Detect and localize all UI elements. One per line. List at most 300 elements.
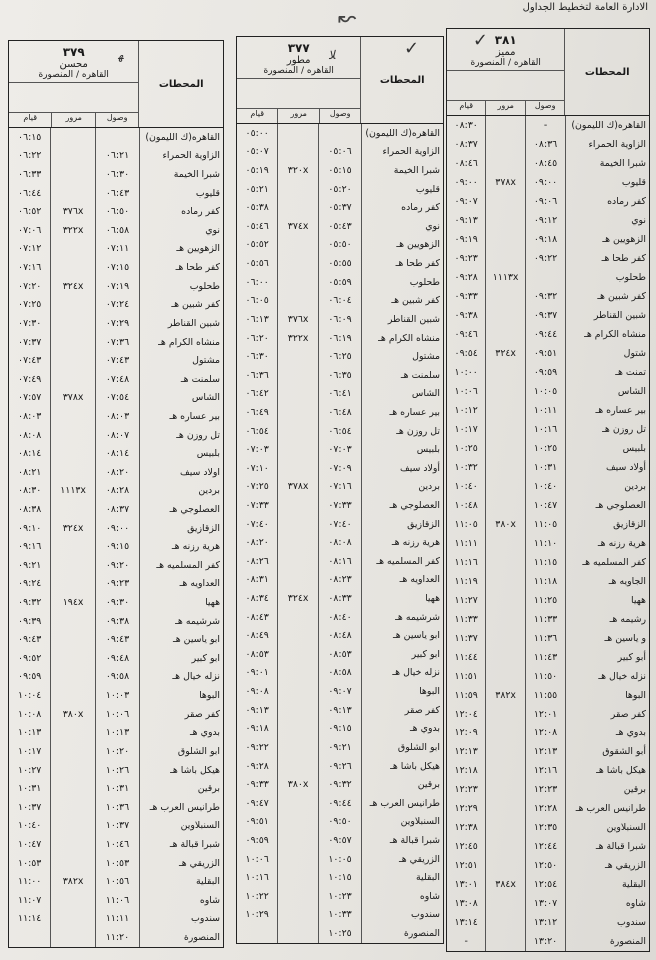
arrive-time: ١٢:٤٤ — [533, 841, 558, 853]
arrive-time: ٠٩:٣٢ — [533, 290, 558, 302]
pass-time — [278, 254, 317, 273]
depart-time: ١٠:٠٠ — [454, 366, 478, 378]
pass-time — [51, 854, 94, 873]
pass-time — [278, 794, 317, 813]
pass-time: ٣٧٦x — [62, 206, 84, 218]
arrive-time: ١٠:٠٣ — [105, 690, 130, 702]
pass-time — [51, 444, 94, 463]
arrive-time: ١٠:٤٦ — [105, 838, 130, 850]
station-name: رشيمه هـ — [609, 613, 646, 625]
depart-time: ٠٩:٠٠ — [454, 176, 478, 188]
arrive-time: ٠٨:٠٣ — [105, 410, 130, 422]
pass-time: ٣٨٤x — [495, 879, 516, 891]
station-name: ابو ياسين هـ — [393, 630, 441, 642]
depart-time: ١٠:٠٨ — [18, 708, 42, 720]
arrive-time: ١٠:١٣ — [105, 727, 130, 739]
depart-time: ١٢:٢٣ — [454, 784, 478, 796]
pass-header: مرور — [51, 113, 94, 127]
depart-time: ١٠:٢٥ — [454, 442, 478, 454]
arrive-header: وصول — [95, 113, 138, 127]
depart-time: ٠٥:٥٦ — [245, 258, 269, 270]
depart-time: ٠٧:١٦ — [18, 262, 42, 274]
station-name: طحلوب — [615, 271, 646, 283]
pass-time — [278, 236, 317, 255]
pass-time — [486, 837, 524, 856]
depart-time: ٠٥:٠٠ — [245, 127, 269, 139]
arrive-time: ١٠:٣١ — [533, 461, 558, 473]
arrive-time: ٠٧:٢٤ — [105, 299, 130, 311]
pass-time — [278, 868, 317, 887]
arrive-time: ٠٨:٢٣ — [328, 574, 352, 586]
depart-time: ٠٩:٤٧ — [245, 797, 269, 809]
pass-time — [278, 682, 317, 701]
station-name: كفر صقر — [610, 708, 646, 720]
depart-time: ٠٦:٥٤ — [245, 425, 269, 437]
station-name: الزقازيق — [187, 522, 221, 534]
depart-time: ١٢:٠٤ — [454, 708, 478, 720]
arrive-time: ٠٦:٥٠ — [105, 206, 130, 218]
depart-time: ١١:١٦ — [454, 556, 478, 568]
document-header: الادارة العامة لتخطيط الجداول — [522, 2, 648, 13]
arrive-time: ١١:١٥ — [533, 556, 558, 568]
train-number: ٣٧٧ — [287, 41, 310, 55]
pass-time — [51, 835, 94, 854]
station-name: مشتول — [192, 355, 221, 367]
arrive-time: ١٠:٣٦ — [105, 801, 130, 813]
stations-header-cell — [360, 37, 443, 123]
station-name: كفر صقر — [404, 704, 441, 716]
arrive-time: ١١:١٨ — [533, 575, 558, 587]
arrive-time: ٠٩:٥٧ — [328, 834, 352, 846]
pass-column — [485, 116, 524, 951]
station-name: ابو كبير — [191, 652, 221, 664]
depart-time: ٠٧:٣٣ — [245, 499, 269, 511]
depart-time: ٠٨:٣٨ — [18, 503, 42, 515]
depart-time: ٠٧:٢٠ — [18, 280, 42, 292]
depart-time: ٠٧:٥٧ — [18, 392, 42, 404]
depart-time: ٠٨:٤٩ — [245, 630, 269, 642]
train-type: مطور — [286, 55, 311, 66]
station-name: بدوي هـ — [615, 727, 646, 739]
pass-time: ٣٧٨x — [495, 176, 516, 188]
pass-time — [278, 720, 317, 739]
depart-time: ٠٨:٢٦ — [245, 555, 269, 567]
arrive-time: ٠٩:٥٠ — [328, 816, 352, 828]
pass-time — [51, 426, 94, 445]
pass-time — [51, 630, 94, 649]
depart-time: ١٠:٢٩ — [245, 909, 269, 921]
station-name: كفر شبين هـ — [597, 290, 646, 302]
station-name: الزريقي هـ — [399, 853, 441, 865]
pass-time — [278, 906, 317, 925]
depart-time: ١١:٤٤ — [454, 651, 478, 663]
arrive-time: ١١:٢٠ — [105, 932, 130, 943]
station-name: العداويه هـ — [399, 574, 441, 586]
handwritten-mark-379: ﻬ — [118, 48, 124, 62]
depart-time: ٠٦:٠٠ — [245, 276, 269, 288]
depart-time: ٠٨:٠٣ — [18, 410, 42, 422]
pass-time — [278, 738, 317, 757]
station-name: القاهره(ك الليمون) — [145, 131, 221, 143]
depart-time: ١٠:١٧ — [454, 423, 478, 435]
stations-header: المحطات — [158, 78, 204, 90]
station-name: نزله خيال هـ — [172, 671, 221, 683]
pass-time: ٣٨٠x — [495, 518, 516, 530]
station-name: الزاوية الحمراء — [382, 146, 441, 158]
station-name: السنبلاوين — [606, 822, 646, 834]
depart-time: ٠٩:١٨ — [245, 723, 269, 735]
depart-time: ٠٨:٣٠ — [18, 485, 42, 497]
depart-time: ٠٩:٥٩ — [245, 834, 269, 846]
train-type: مميز — [495, 47, 516, 58]
station-name: هرية رزنه هـ — [171, 541, 221, 553]
depart-time: ٠٩:١٣ — [454, 214, 478, 226]
arrive-time: ٠٩:٠٠ — [533, 176, 558, 188]
pass-time — [486, 249, 524, 268]
arrive-time: ١٢:٥٠ — [533, 860, 558, 872]
depart-column — [237, 124, 277, 943]
depart-time: ١٠:٤٧ — [18, 838, 42, 850]
pass-time — [278, 198, 317, 217]
station-name: الزريقي هـ — [605, 860, 646, 872]
station-name: بدوي هـ — [189, 727, 221, 739]
depart-time: ١١:٣٣ — [454, 613, 478, 625]
arrive-time: ٠٨:٣٧ — [105, 503, 130, 515]
pass-time — [51, 724, 94, 743]
depart-time: ١٠:١٧ — [18, 745, 42, 757]
station-name: كفر رماده — [607, 195, 646, 207]
table-body — [237, 124, 443, 943]
station-name: قليوب — [195, 187, 221, 199]
station-name: سندوب — [191, 913, 221, 925]
depart-time: ٠٧:٢٥ — [18, 299, 42, 311]
depart-time: ٠٩:١٩ — [454, 233, 478, 245]
arrive-time: ٠٩:٤٤ — [533, 328, 558, 340]
station-name: هيكل باشا هـ — [390, 760, 441, 772]
arrive-time: ٠٧:٣٦ — [105, 336, 130, 348]
table-379 — [8, 40, 224, 948]
pass-time — [486, 306, 524, 325]
depart-time: ٠٨:٤٦ — [454, 157, 478, 169]
depart-time: ١٠:٤٠ — [18, 820, 42, 832]
arrive-time: ١٠:٢٣ — [328, 890, 352, 902]
arrive-time: ٠٨:٤٥ — [533, 157, 558, 169]
table-body — [447, 116, 649, 951]
depart-column — [447, 116, 485, 951]
depart-time: ٠٩:١٦ — [18, 541, 42, 553]
station-name: شرشيمه هـ — [175, 615, 221, 627]
depart-time: ١٠:١٦ — [245, 872, 269, 884]
depart-time: ٠٦:٣٣ — [18, 169, 42, 181]
station-name: الزهويين هـ — [396, 239, 441, 251]
table-377 — [236, 36, 444, 944]
depart-time: ١١:٠٧ — [18, 894, 42, 906]
pass-time — [51, 184, 94, 203]
arrive-header: وصول — [525, 101, 564, 115]
arrive-time: ٠٩:٢٦ — [328, 760, 352, 772]
depart-time: ٠٨:٢٠ — [245, 537, 269, 549]
station-name: الزهويين هـ — [602, 233, 646, 245]
stations-column — [139, 128, 223, 947]
depart-time: ٠٩:٢١ — [18, 559, 42, 571]
stations-column — [565, 116, 649, 951]
arrive-time: ١٠:٤٧ — [533, 499, 558, 511]
station-name: هرية رزنه هـ — [391, 537, 441, 549]
arrive-time: ١٢:٠١ — [533, 708, 558, 720]
pass-time — [486, 401, 524, 420]
pass-time — [51, 668, 94, 687]
arrive-header: وصول — [319, 109, 360, 123]
station-name: هيكل باشا هـ — [596, 765, 646, 777]
pass-time: ١١١٣x — [492, 271, 519, 283]
station-name: سلمنت هـ — [180, 373, 221, 385]
station-name: بير عساره هـ — [169, 410, 221, 422]
table-body — [9, 128, 223, 947]
station-name: المنصورة — [403, 928, 441, 939]
depart-time: ١١:١١ — [454, 537, 478, 549]
station-name: القاهره(ك الليمون) — [571, 119, 646, 131]
depart-time: ١١:٢٧ — [454, 594, 478, 606]
pass-time — [486, 496, 524, 515]
depart-time: ٠٦:٣٠ — [245, 351, 269, 363]
depart-time — [9, 928, 50, 947]
table-header — [9, 41, 223, 128]
pass-time: ٣٨٠x — [287, 779, 309, 791]
station-name: العصلوجي هـ — [389, 499, 441, 511]
depart-time: ٠٦:٠٥ — [245, 295, 269, 307]
pass-time — [51, 407, 94, 426]
arrive-time: ١١:٢٥ — [533, 594, 558, 606]
depart-time: ٠٨:٠٨ — [18, 429, 42, 441]
pass-time — [278, 608, 317, 627]
pass-time — [51, 556, 94, 575]
arrive-time: ٠٨:١٦ — [328, 555, 352, 567]
depart-time: ٠٧:٣٧ — [18, 336, 42, 348]
arrive-time: ٠٩:١٢ — [533, 214, 558, 226]
pass-time — [278, 850, 317, 869]
pass-column — [50, 128, 94, 947]
arrive-time: ١٠:٤٠ — [533, 480, 558, 492]
station-name: البقلية — [196, 876, 221, 888]
pass-time: ٣٨٢x — [62, 876, 84, 888]
pass-header: مرور — [277, 109, 318, 123]
station-name: أبو كبير — [617, 651, 646, 663]
station-name: الزهويين هـ — [176, 243, 221, 255]
pass-time — [51, 240, 94, 259]
arrive-time: ٠٩:١٨ — [533, 233, 558, 245]
station-name: ابو كبير — [411, 648, 441, 660]
pass-time — [278, 440, 317, 459]
station-name: مشتول — [412, 351, 441, 363]
station-name: بلبيس — [196, 448, 221, 460]
station-name: شبرا الخيمة — [393, 165, 441, 177]
depart-time: ١٠:٤٨ — [454, 499, 478, 511]
station-name: العصلوجي هـ — [595, 499, 646, 511]
arrive-time: ١٠:٣٧ — [105, 820, 130, 832]
arrive-time: ٠٩:٤٨ — [105, 652, 130, 664]
station-name: المنصورة — [609, 936, 646, 948]
depart-time: ٠٨:٢١ — [18, 466, 42, 478]
station-name: منشاه الكرام هـ — [584, 328, 646, 340]
station-name: ههيا — [205, 597, 221, 609]
arrive-time: ١٠:١٦ — [533, 423, 558, 435]
arrive-time: ١١:١٠ — [533, 537, 558, 549]
station-name: شبين القناطر — [167, 317, 221, 329]
pass-time — [486, 894, 524, 913]
arrive-time: ٠٦:٣٠ — [105, 169, 130, 181]
station-name: السنبلاوين — [180, 820, 221, 832]
depart-time: ٠٨:٣٧ — [454, 138, 478, 150]
depart-time: ٠٩:٥١ — [245, 816, 269, 828]
station-name: كفر صقر — [184, 708, 221, 720]
depart-header: قيام — [23, 113, 38, 122]
arrive-time: ٠٦:٠٤ — [328, 295, 352, 307]
pass-time — [486, 648, 524, 667]
station-name: تل روزن هـ — [396, 425, 441, 437]
depart-time: ١٠:٥٣ — [18, 857, 42, 869]
arrive-time: ١٢:٢٨ — [533, 803, 558, 815]
depart-time: ٠٦:١٣ — [245, 313, 269, 325]
depart-time: ٠٨:٣٠ — [454, 119, 478, 131]
depart-time: ٠٦:٥٢ — [18, 206, 42, 218]
station-name: أولاد سيف — [399, 462, 441, 474]
pass-time — [486, 534, 524, 553]
pass-time — [486, 705, 524, 724]
train-route: القاهره / المنصورة — [237, 66, 360, 79]
pass-header: مرور — [485, 101, 524, 115]
pass-time — [278, 924, 317, 943]
arrive-time: ٠٩:١٥ — [328, 723, 352, 735]
station-name: شاوه — [625, 898, 646, 910]
pass-time — [278, 831, 317, 850]
arrive-time: ٠٩:٣٧ — [533, 309, 558, 321]
depart-time: ١١:١٤ — [18, 913, 42, 925]
depart-time: ٠٩:٢٨ — [245, 760, 269, 772]
pass-time — [278, 385, 317, 404]
pass-time — [278, 552, 317, 571]
pass-time — [51, 351, 94, 370]
table-381 — [446, 28, 650, 952]
arrive-time: ١١:٠٦ — [105, 894, 130, 906]
station-name: طحلوب — [409, 276, 441, 288]
pass-time — [278, 626, 317, 645]
depart-time: ٠٧:٠٣ — [245, 444, 269, 456]
arrive-time: ٠٩:٣٨ — [105, 615, 130, 627]
pass-time: ٣٢٤x — [62, 280, 84, 292]
arrive-time: ١١:٠٥ — [533, 518, 558, 530]
pass-time — [278, 571, 317, 590]
pass-time — [278, 496, 317, 515]
station-name: شبرا قبالة هـ — [169, 838, 221, 850]
pass-time — [278, 143, 317, 162]
pass-time — [278, 422, 317, 441]
pass-time — [51, 258, 94, 277]
depart-time: ١٢:٥١ — [454, 860, 478, 872]
depart-time: ٠٦:٤٤ — [18, 187, 42, 199]
arrive-time: ٠٦:٤١ — [328, 388, 352, 400]
depart-time: ٠٥:٠٧ — [245, 146, 269, 158]
depart-time: ١١:٠٥ — [454, 518, 478, 530]
station-name: بردين — [198, 485, 221, 497]
arrive-time: ٠٥:٥٩ — [328, 276, 352, 288]
arrive-time: ٠٧:٤٠ — [328, 518, 352, 530]
pass-time — [486, 591, 524, 610]
station-name: شتول — [623, 347, 646, 359]
depart-column — [9, 128, 50, 947]
station-name: بلبيس — [622, 442, 646, 454]
arrive-time — [96, 128, 139, 147]
pass-time — [51, 537, 94, 556]
arrive-time: ٠٩:٢٣ — [105, 578, 130, 590]
station-name: المنصورة — [183, 932, 221, 943]
pass-time — [486, 724, 524, 743]
depart-time: ٠٩:٢٤ — [18, 578, 42, 590]
arrive-column — [525, 116, 565, 951]
arrive-time: ٠٧:٥٤ — [105, 392, 130, 404]
station-name: الزقازيق — [613, 518, 646, 530]
arrive-time: ١٠:٠٥ — [533, 385, 558, 397]
depart-time: ١٠:٣٢ — [454, 461, 478, 473]
arrive-time: ٠٨:٣٣ — [328, 593, 352, 605]
pass-time — [51, 742, 94, 761]
arrive-time: ٠٧:٣٣ — [328, 499, 352, 511]
depart-time: ١١:٠٠ — [18, 876, 42, 888]
pass-time — [278, 533, 317, 552]
depart-time: ١٠:٢٢ — [245, 890, 269, 902]
station-name: البقلية — [622, 879, 646, 891]
station-name: الزاوية الحمراء — [588, 138, 646, 150]
station-name: ههيا — [425, 593, 441, 605]
station-name: هرية رزنه هـ — [597, 537, 646, 549]
pass-time — [278, 273, 317, 292]
pass-time — [278, 180, 317, 199]
depart-time: ٠٨:١٤ — [18, 448, 42, 460]
arrive-time: ١١:٣٦ — [533, 632, 558, 644]
pass-time — [486, 780, 524, 799]
depart-time: ٠٩:٣٢ — [18, 597, 42, 609]
station-name: طرانيس العرب هـ — [369, 797, 441, 809]
arrive-time: ٠٧:٤٨ — [105, 373, 130, 385]
depart-time: ١٠:٠٤ — [18, 690, 42, 702]
pass-time — [278, 757, 317, 776]
depart-time: ٠٧:٢٥ — [245, 481, 269, 493]
arrive-time: ٠٩:٤٣ — [105, 634, 130, 646]
station-name: تل روزن هـ — [176, 429, 221, 441]
pass-time — [486, 629, 524, 648]
station-name: شرشيمه هـ — [395, 611, 441, 623]
station-name: الشاس — [617, 385, 646, 397]
train-header — [447, 29, 564, 115]
arrive-time: ١٠:٣١ — [105, 783, 130, 795]
arrive-time: ١٣:١٢ — [533, 917, 558, 929]
pass-time — [51, 798, 94, 817]
pass-time — [278, 664, 317, 683]
pass-time — [486, 116, 524, 135]
pass-time — [486, 572, 524, 591]
pass-time: ٣٧٨x — [287, 481, 309, 493]
arrive-time: ٠٧:١٩ — [105, 280, 130, 292]
arrive-time: ٠٨:٥٣ — [328, 648, 352, 660]
arrive-time: ٠٦:٢١ — [105, 150, 130, 162]
depart-time: ٠٦:٢٠ — [245, 332, 269, 344]
depart-time: ١٣:٠١ — [454, 879, 478, 891]
pass-time — [51, 686, 94, 705]
arrive-time: ٠٦:٥٤ — [328, 425, 352, 437]
pass-time — [486, 135, 524, 154]
depart-time: ٠٩:٠٨ — [245, 686, 269, 698]
pass-time — [278, 403, 317, 422]
depart-time: ٠٥:٢١ — [245, 183, 269, 195]
